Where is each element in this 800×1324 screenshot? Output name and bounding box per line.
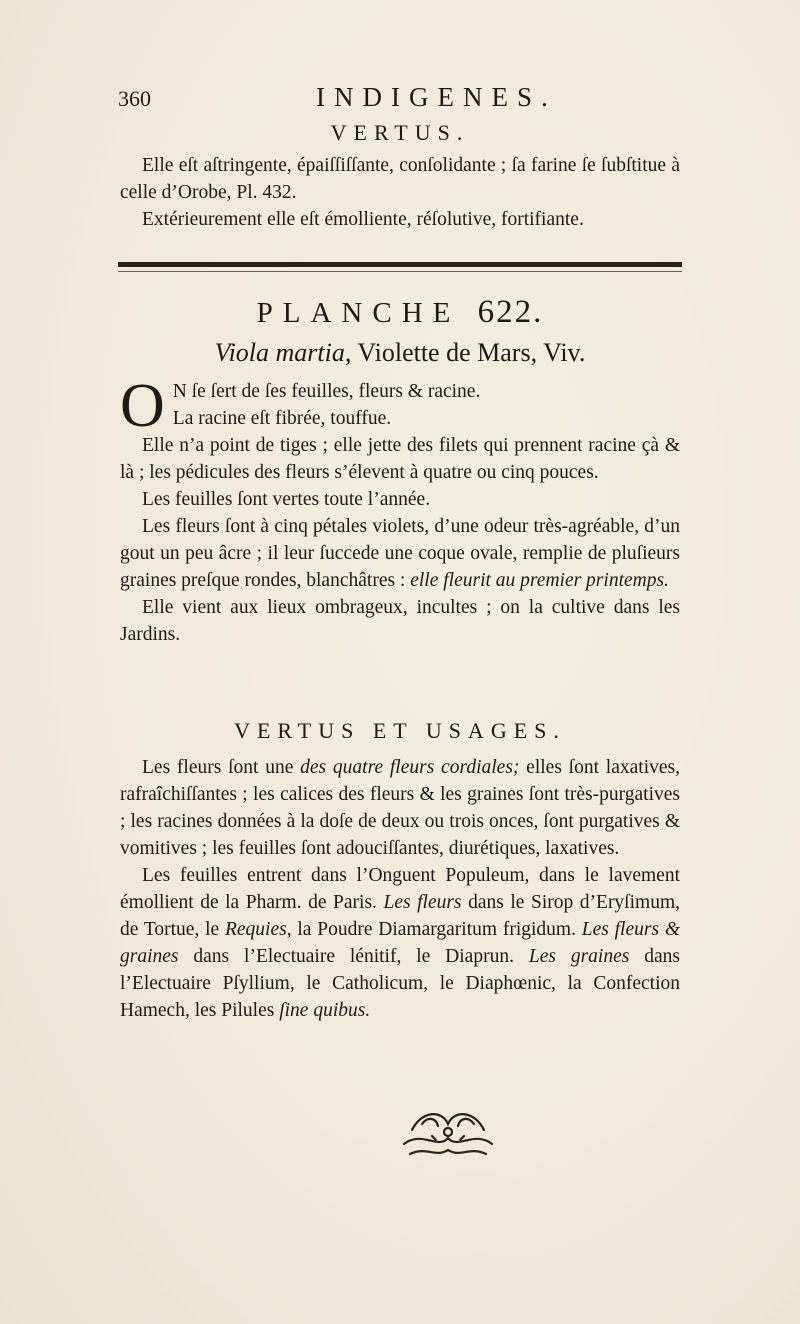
usages-text <box>120 754 680 1024</box>
species-line <box>120 338 680 368</box>
plate-number: 622. <box>477 294 544 330</box>
page-header <box>118 82 678 118</box>
usages-paragraph: Les fleurs ſont une des quatre fleurs cordiales; elles ſont laxatives, rafraîchiſſantes ; les calices des fleurs & les graines ſont très-purgatives ; les racines données à la doſe de deux ou trois onces, ſont purgatives & vomitives ; les feuilles ſont adouciſſantes, diurétiques, laxatives. <box>120 757 680 859</box>
description-text <box>120 372 680 648</box>
description-paragraph: Les fleurs ſont à cinq pétales violets, d’une odeur très-agréable, d’un gout un peu âcre ; il leur ſuccede une coque ovale, remplie de pluſieurs graines preſque rondes, blanchâtres : elle fleurit au premier printemps. <box>120 516 680 591</box>
divider-thin <box>118 271 682 272</box>
species-latin: Viola martia, <box>214 338 352 367</box>
page-number: 360 <box>118 86 151 111</box>
drop-cap: O <box>120 372 165 440</box>
usages-paragraph: Les feuilles entrent dans l’Onguent Populeum, dans le lavement émollient de la Pharm. de Paris. Les fleurs dans le Sirop d’Eryſimum, de Tortue, le Requies, la Poudre Diamargaritum frigidum. Les fleurs & graines dans l’Electuaire lénitif, le Diaprun. Les graines dans l’Electuaire Pſyllium, le Catholicum, le Diaphœnic, la Confection Hamech, les Pilules ſine quibus. <box>120 865 680 1021</box>
vertus-paragraph: Elle eſt aſtringente, épaiſſiſſante, conſolidante ; ſa farine ſe ſubſtitue à celle d’Orobe, Pl. 432. <box>120 155 680 203</box>
plate-title: PLANCHE 622. <box>256 294 544 330</box>
running-title: INDIGENES. <box>316 82 557 112</box>
divider-thick <box>118 262 682 267</box>
description-paragraph: Les feuilles ſont vertes toute l’année. <box>142 489 431 510</box>
description-paragraph: Elle vient aux lieux ombrageux, incultes ; on la cultive dans les Jardins. <box>120 597 680 645</box>
vertus-text <box>120 152 680 233</box>
section-heading-vertus: VERTUS. <box>330 120 470 145</box>
section-heading-vertus-usages: VERTUS ET USAGES. <box>234 718 566 743</box>
species-common: Violette de Mars, Viv. <box>351 338 586 367</box>
ornament-vignette-icon <box>392 1100 504 1162</box>
vertus-paragraph: Extérieurement elle eſt émolliente, réſolutive, fortifiante. <box>142 209 584 230</box>
description-first-paragraph: O N ſe ſert de ſes feuilles, fleurs & racine. La racine eſt fibrée, touffue. <box>120 372 481 440</box>
description-paragraph: Elle n’a point de tiges ; elle jette des filets qui prennent racine çà & là ; les pédicules des fleurs s’élevent à quatre ou cinq pouces. <box>120 435 680 483</box>
